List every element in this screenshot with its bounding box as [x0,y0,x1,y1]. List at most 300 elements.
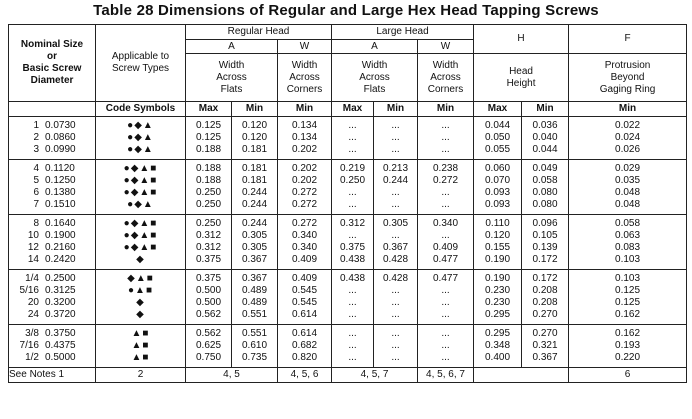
nominal-size: 7/16 [19,340,39,351]
h-min-value: 0.270 [532,328,558,339]
f-min-value: 0.162 [615,328,641,339]
reg-a-min-cell [232,325,278,368]
lg-a-min-value: 0.213 [382,163,409,174]
h-min-value: 0.058 [532,175,558,186]
lg-w-header: W [418,40,474,54]
lg-w-min-value: ... [441,340,450,351]
lg-a-min-value: ... [391,132,400,143]
reg-a-max-cell [186,325,232,368]
notes-applicable: 2 [96,368,186,383]
h-max-value: 0.190 [485,273,511,284]
nominal-size: 3/8 [25,328,39,339]
reg-a-min-cell [232,160,278,215]
reg-w-min-value: 0.202 [291,163,318,174]
reg-w-min-value: 0.272 [291,187,318,198]
notes-reg-w: 4, 5, 6 [278,368,332,383]
code-symbols: ●◆▲■ [123,242,158,253]
lg-a-max-value: ... [348,199,357,210]
h-min-value: 0.172 [532,273,558,284]
reg-a-min-value: 0.181 [241,144,268,155]
h-min-value: 0.139 [532,242,558,253]
f-min-value: 0.022 [615,120,641,131]
basic-diameter: 0.2420 [45,254,76,265]
reg-w-min-value: 0.614 [291,309,318,320]
f-min-cell [569,215,687,270]
lg-a-max-value: ... [348,144,357,155]
lg-w-min-value: ... [441,120,450,131]
code-symbols: ▲■ [131,352,150,363]
lg-w-min-value: 0.409 [432,242,459,253]
nominal-size-line [15,230,95,242]
notes-nominal-cell [9,368,96,383]
reg-a-min-value: 0.489 [241,285,268,296]
lg-a-max-header: Max [332,102,374,117]
reg-w-min-value: 0.202 [291,144,318,155]
lg-a-min-value: ... [391,309,400,320]
nominal-size-header: Nominal Size or Basic Screw Diameter [9,25,96,102]
table-title: Table 28 Dimensions of Regular and Large Hex Head Tapping Screws [93,2,599,19]
reg-width-corners-header: Width Across Corners [278,54,332,102]
nominal-size: 7 [33,199,39,210]
lg-a-min-value: 0.428 [382,254,409,265]
lg-w-min-cell [418,270,474,325]
reg-a-max-value: 0.188 [195,175,222,186]
f-min-value: 0.193 [615,340,641,351]
reg-a-min-value: 0.244 [241,218,268,229]
lg-w-min-cell [418,160,474,215]
nominal-size-line [15,285,95,297]
reg-a-max-cell [186,215,232,270]
nominal-size: 6 [33,187,39,198]
reg-a-max-value: 0.500 [195,285,222,296]
h-min-value: 0.172 [532,254,558,265]
lg-a-max-cell [332,160,374,215]
lg-w-min-header: Min [418,102,474,117]
nominal-size-line [15,352,95,364]
reg-a-min-value: 0.181 [241,175,268,186]
lg-w-min-value: ... [441,230,450,241]
reg-a-max-value: 0.188 [195,144,222,155]
table-row [9,117,687,160]
code-symbols: ●◆▲ [127,120,154,131]
h-min-cell [522,325,569,368]
reg-a-min-value: 0.244 [241,187,268,198]
protrusion-header: Protrusion Beyond Gaging Ring [569,54,687,102]
basic-diameter: 0.1380 [45,187,76,198]
reg-a-max-header: Max [186,102,232,117]
reg-a-min-value: 0.367 [241,273,268,284]
f-min-cell [569,160,687,215]
nominal-size-cell [9,215,96,270]
reg-w-min-value: 0.340 [291,230,318,241]
lg-a-max-value: ... [348,132,357,143]
code-symbols: ▲■ [131,328,150,339]
h-min-value: 0.040 [532,132,558,143]
table-row [9,160,687,215]
nominal-size-line [15,328,95,340]
nominal-size-cell [9,270,96,325]
nominal-size: 5/16 [19,285,39,296]
nominal-size-line [15,175,95,187]
reg-a-min-value: 0.735 [241,352,268,363]
lg-a-min-cell [374,325,418,368]
lg-a-min-value: ... [391,230,400,241]
code-symbols: ●◆▲■ [123,175,158,186]
f-min-cell [569,325,687,368]
lg-w-min-value: 0.477 [432,254,459,265]
basic-diameter: 0.0730 [45,120,76,131]
reg-a-max-value: 0.250 [195,187,222,198]
lg-a-min-value: ... [391,285,400,296]
reg-a-min-cell [232,215,278,270]
reg-a-max-value: 0.312 [195,242,222,253]
reg-a-max-value: 0.562 [195,328,222,339]
table-row [9,215,687,270]
dimensions-table [8,24,687,383]
nominal-size-line [15,340,95,352]
nominal-size-cell [9,325,96,368]
reg-w-min-cell [278,160,332,215]
nominal-size: 1/2 [25,352,39,363]
f-min-value: 0.083 [615,242,641,253]
f-header: F [569,25,687,54]
h-max-cell [474,215,522,270]
h-min-value: 0.049 [532,163,558,174]
reg-a-min-header: Min [232,102,278,117]
basic-diameter: 0.1510 [45,199,76,210]
lg-a-max-cell [332,117,374,160]
lg-w-min-cell [418,325,474,368]
code-symbols: ◆ [136,254,145,265]
lg-a-min-value: ... [391,120,400,131]
notes-label: See Notes [9,369,56,380]
h-min-value: 0.080 [532,199,558,210]
reg-a-min-value: 0.181 [241,163,268,174]
nominal-size-line [15,144,95,156]
reg-w-min-value: 0.545 [291,297,318,308]
f-min-value: 0.026 [615,144,641,155]
lg-a-max-value: 0.438 [339,254,366,265]
reg-width-flats-header: Width Across Flats [186,54,278,102]
basic-diameter: 0.3750 [45,328,76,339]
h-min-value: 0.105 [532,230,558,241]
reg-w-min-value: 0.134 [291,132,318,143]
lg-width-corners-header: Width Across Corners [418,54,474,102]
f-min-value: 0.162 [615,309,641,320]
basic-diameter: 0.1250 [45,175,76,186]
reg-a-min-value: 0.120 [241,120,268,131]
lg-a-min-value: ... [391,199,400,210]
lg-w-min-value: 0.477 [432,273,459,284]
code-symbols-cell [96,160,186,215]
lg-a-max-value: 0.438 [339,273,366,284]
lg-a-min-value: ... [391,340,400,351]
nominal-size-line [15,187,95,199]
blank-header-cell [9,102,96,117]
nominal-size-line [15,297,95,309]
h-min-value: 0.208 [532,285,558,296]
lg-a-max-value: 0.375 [339,242,366,253]
nominal-size-line [15,199,95,211]
lg-w-min-value: 0.272 [432,175,459,186]
code-symbols: ◆ [136,297,145,308]
lg-w-min-value: ... [441,187,450,198]
reg-a-max-value: 0.188 [195,163,222,174]
code-symbols: ●◆▲ [127,132,154,143]
h-min-cell [522,270,569,325]
nominal-size: 24 [27,309,39,320]
reg-w-min-value: 0.340 [291,242,318,253]
lg-a-max-value: ... [348,187,357,198]
h-max-value: 0.230 [485,297,511,308]
reg-a-min-cell [232,270,278,325]
lg-w-min-value: ... [441,285,450,296]
lg-width-flats-header: Width Across Flats [332,54,418,102]
h-max-cell [474,117,522,160]
reg-a-max-value: 0.250 [195,199,222,210]
h-min-value: 0.321 [532,340,558,351]
basic-diameter: 0.4375 [45,340,76,351]
basic-diameter: 0.0990 [45,144,76,155]
reg-a-max-value: 0.312 [195,230,222,241]
reg-w-min-cell [278,215,332,270]
h-max-value: 0.230 [485,285,511,296]
lg-w-min-value: ... [441,144,450,155]
h-max-value: 0.400 [485,352,511,363]
nominal-size-line [15,218,95,230]
lg-a-max-value: 0.219 [339,163,366,174]
nominal-size-line [15,273,95,285]
lg-a-max-value: ... [348,309,357,320]
lg-w-min-value: 0.238 [432,163,459,174]
reg-w-min-cell [278,325,332,368]
nominal-size-cell [9,160,96,215]
reg-a-max-cell [186,117,232,160]
lg-a-min-cell [374,215,418,270]
reg-a-max-cell [186,160,232,215]
nominal-size: 8 [33,218,39,229]
lg-a-min-cell [374,270,418,325]
reg-w-min-cell [278,117,332,160]
lg-a-min-cell [374,160,418,215]
h-max-cell [474,325,522,368]
basic-diameter: 0.2160 [45,242,76,253]
f-min-value: 0.029 [615,163,641,174]
code-symbols: ●◆▲■ [123,230,158,241]
lg-w-min-value: ... [441,352,450,363]
h-min-cell [522,117,569,160]
lg-a-max-cell [332,215,374,270]
lg-a-min-value: ... [391,187,400,198]
h-max-value: 0.093 [485,199,511,210]
reg-w-min-value: 0.545 [291,285,318,296]
h-min-value: 0.044 [532,144,558,155]
notes-row [9,368,687,383]
reg-w-min-value: 0.272 [291,199,318,210]
reg-w-min-value: 0.272 [291,218,318,229]
basic-diameter: 0.1900 [45,230,76,241]
applicable-header: Applicable to Screw Types [96,25,186,102]
lg-w-min-value: ... [441,297,450,308]
lg-a-min-value: ... [391,144,400,155]
reg-a-min-value: 0.120 [241,132,268,143]
reg-w-min-value: 0.134 [291,120,318,131]
reg-w-min-value: 0.820 [291,352,318,363]
f-min-cell [569,270,687,325]
code-symbols: ●◆▲ [127,199,154,210]
h-max-value: 0.070 [485,175,511,186]
reg-a-header: A [186,40,278,54]
lg-a-max-cell [332,270,374,325]
h-min-value: 0.270 [532,309,558,320]
nominal-size: 20 [27,297,39,308]
code-symbols: ◆ [136,309,145,320]
reg-a-min-value: 0.489 [241,297,268,308]
nominal-size: 14 [27,254,39,265]
notes-lg-a: 4, 5, 7 [332,368,418,383]
lg-w-min-cell [418,117,474,160]
f-min-cell [569,117,687,160]
h-min-value: 0.080 [532,187,558,198]
lg-a-min-value: ... [391,297,400,308]
code-symbols: ●◆▲■ [123,218,158,229]
lg-a-min-value: 0.305 [382,218,409,229]
reg-w-min-value: 0.614 [291,328,318,339]
lg-w-min-value: ... [441,199,450,210]
lg-a-max-value: 0.312 [339,218,366,229]
h-max-value: 0.155 [485,242,511,253]
reg-a-min-value: 0.551 [241,309,268,320]
basic-diameter: 0.3125 [45,285,76,296]
lg-a-max-value: ... [348,340,357,351]
h-min-cell [522,215,569,270]
nominal-size-line [15,309,95,321]
reg-a-max-value: 0.562 [195,309,222,320]
reg-a-max-value: 0.125 [195,120,222,131]
h-max-value: 0.295 [485,309,511,320]
lg-a-max-value: ... [348,230,357,241]
reg-a-max-value: 0.500 [195,297,222,308]
h-max-value: 0.190 [485,254,511,265]
code-symbols: ●◆▲■ [123,187,158,198]
h-max-header: Max [474,102,522,117]
code-symbols: ●◆▲■ [123,163,158,174]
nominal-size-line [15,254,95,266]
code-symbols: ▲■ [131,340,150,351]
reg-a-max-value: 0.375 [195,273,222,284]
lg-a-max-value: ... [348,120,357,131]
lg-a-header: A [332,40,418,54]
f-min-value: 0.048 [615,199,641,210]
basic-diameter: 0.1120 [45,163,75,174]
lg-a-min-value: 0.244 [382,175,409,186]
reg-a-min-value: 0.367 [241,254,268,265]
lg-a-max-value: ... [348,285,357,296]
h-min-value: 0.208 [532,297,558,308]
h-max-value: 0.110 [485,218,510,229]
h-header: H [474,25,569,54]
h-max-value: 0.295 [485,328,511,339]
basic-diameter: 0.1640 [45,218,76,229]
lg-w-min-value: ... [441,328,450,339]
reg-w-min-cell [278,270,332,325]
nominal-size-line [15,120,95,132]
notes-nominal: 1 [58,369,65,380]
code-symbols: ●▲■ [128,285,153,296]
h-max-cell [474,160,522,215]
code-symbols-cell [96,117,186,160]
table-row [9,325,687,368]
lg-a-min-cell [374,117,418,160]
lg-w-min-cell [418,215,474,270]
reg-a-min-value: 0.244 [241,199,268,210]
reg-a-min-value: 0.305 [241,230,268,241]
basic-diameter: 0.2500 [45,273,76,284]
reg-a-max-value: 0.250 [195,218,222,229]
lg-w-min-value: 0.340 [432,218,459,229]
h-max-cell [474,270,522,325]
f-min-value: 0.103 [615,273,641,284]
lg-a-max-value: 0.250 [339,175,366,186]
reg-w-min-value: 0.409 [291,273,318,284]
nominal-size: 1 [33,120,39,131]
reg-w-min-header: Min [278,102,332,117]
lg-a-min-value: ... [391,352,400,363]
f-min-value: 0.048 [615,187,641,198]
h-max-value: 0.055 [485,144,511,155]
lg-a-min-header: Min [374,102,418,117]
reg-a-min-value: 0.305 [241,242,268,253]
basic-diameter: 0.3200 [45,297,76,308]
head-height-header: Head Height [474,54,569,102]
f-min-value: 0.058 [615,218,641,229]
h-min-value: 0.036 [532,120,558,131]
nominal-size: 12 [27,242,39,253]
notes-lg-w: 4, 5, 6, 7 [418,368,474,383]
reg-a-max-value: 0.625 [195,340,222,351]
reg-a-max-value: 0.125 [195,132,222,143]
table-row [9,270,687,325]
h-max-value: 0.093 [485,187,511,198]
lg-a-min-value: 0.428 [382,273,409,284]
reg-w-min-value: 0.202 [291,175,318,186]
f-min-value: 0.035 [615,175,641,186]
nominal-size: 4 [33,163,39,174]
code-symbols-cell [96,270,186,325]
reg-a-max-value: 0.375 [195,254,222,265]
h-max-value: 0.120 [485,230,511,241]
lg-a-max-value: ... [348,352,357,363]
reg-w-header: W [278,40,332,54]
h-min-cell [522,160,569,215]
code-symbols: ●◆▲ [127,144,154,155]
regular-head-header: Regular Head [186,25,332,40]
nominal-size: 3 [33,144,39,155]
h-max-value: 0.044 [485,120,511,131]
h-min-header: Min [522,102,569,117]
f-min-value: 0.103 [615,254,641,265]
nominal-size-line [15,242,95,254]
reg-a-min-value: 0.610 [241,340,268,351]
basic-diameter: 0.3720 [45,309,76,320]
lg-a-max-value: ... [348,328,357,339]
code-symbols-cell [96,215,186,270]
reg-a-min-value: 0.551 [241,328,268,339]
lg-w-min-value: ... [441,309,450,320]
basic-diameter: 0.5000 [45,352,76,363]
large-head-header: Large Head [332,25,474,40]
notes-h [474,368,569,383]
